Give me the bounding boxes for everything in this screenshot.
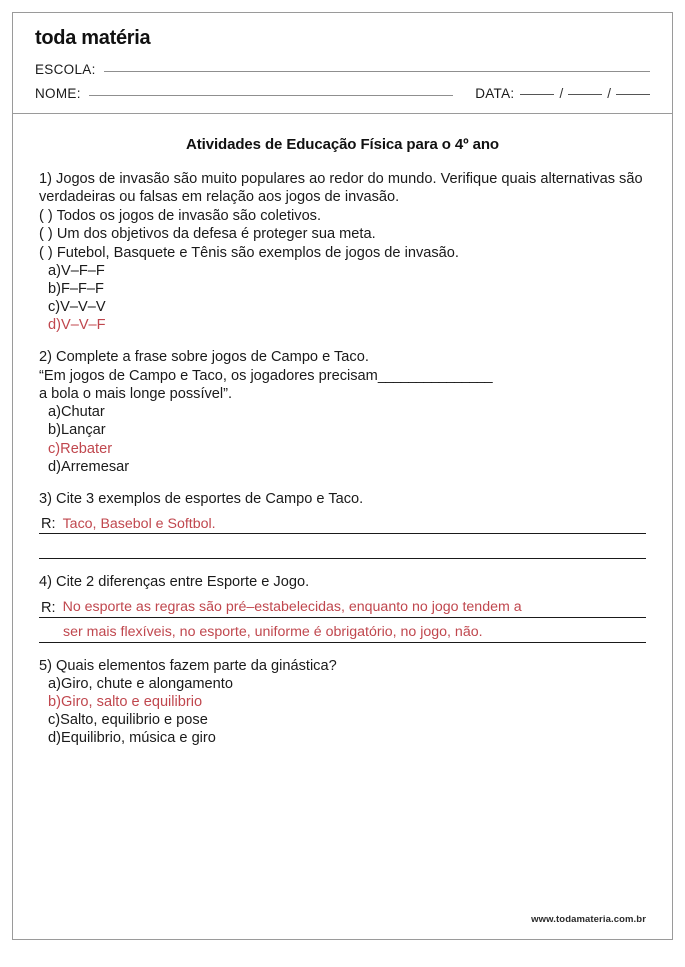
question-4-answer-block bbox=[39, 593, 646, 643]
question-2-fill-sentence bbox=[39, 367, 646, 385]
date-field-group bbox=[475, 86, 650, 101]
question-5-option-a[interactable]: a)Giro, chute e alongamento bbox=[48, 675, 233, 692]
question-5-option-b[interactable]: b)Giro, salto e equilibrio bbox=[48, 693, 203, 710]
question-2-fill-after: a bola o mais longe possível”. bbox=[39, 386, 233, 402]
question-4-prompt: 4) Cite 2 diferenças entre Esporte e Jogo. bbox=[39, 574, 310, 591]
question-3-answer-line-2[interactable] bbox=[39, 534, 646, 559]
question-1-option-c[interactable]: c)V–V–V bbox=[48, 299, 106, 316]
question-5 bbox=[39, 657, 646, 748]
question-1-statement-3: ( ) Futebol, Basquete e Tênis são exemplos de jogos de invasão. bbox=[39, 244, 459, 261]
question-2-blank[interactable]: _______________ bbox=[377, 367, 493, 384]
question-3-prompt: 3) Cite 3 exemplos de esportes de Campo e Taco. bbox=[39, 490, 364, 507]
question-3-answer-label: R: bbox=[41, 516, 56, 533]
question-1-prompt: 1) Jogos de invasão são muito populares ao redor do mundo. Verifique quais alternativas são verdadeiras ou falsas em relação aos jogos de invasão. bbox=[39, 171, 643, 206]
name-input-rule[interactable] bbox=[89, 95, 453, 96]
question-4-answer-line-2[interactable] bbox=[39, 618, 646, 643]
question-1-option-b[interactable]: b)F–F–F bbox=[48, 280, 104, 297]
date-separator-2: / bbox=[607, 86, 611, 101]
question-3-answer-text-2 bbox=[41, 557, 646, 558]
question-1-option-d[interactable]: d)V–V–F bbox=[48, 317, 106, 334]
question-2-option-a[interactable]: a)Chutar bbox=[48, 404, 105, 421]
question-3-answer-line-1[interactable] bbox=[39, 509, 646, 534]
question-3-answer-block bbox=[39, 509, 646, 559]
question-5-option-c[interactable]: c)Salto, equilibrio e pose bbox=[48, 712, 208, 729]
question-4-answer-label: R: bbox=[41, 599, 56, 616]
worksheet-content bbox=[13, 114, 672, 939]
question-4 bbox=[39, 573, 646, 642]
question-2 bbox=[39, 348, 646, 476]
date-day-blank[interactable] bbox=[520, 94, 554, 95]
question-2-option-b[interactable]: b)Lançar bbox=[48, 422, 106, 439]
worksheet-header bbox=[13, 13, 672, 114]
question-4-answer-line-1[interactable] bbox=[39, 593, 646, 618]
name-label: NOME: bbox=[35, 86, 81, 101]
question-2-fill-before: “Em jogos de Campo e Taco, os jogadores precisam bbox=[39, 367, 378, 384]
question-3-answer-text-1: Taco, Basebol e Softbol. bbox=[62, 515, 216, 532]
question-2-prompt: 2) Complete a frase sobre jogos de Campo e Taco. bbox=[39, 349, 369, 366]
question-2-option-c[interactable]: c)Rebater bbox=[48, 440, 113, 457]
brand-logo: toda matéria bbox=[35, 27, 151, 49]
question-3 bbox=[39, 490, 646, 559]
date-label: DATA: bbox=[475, 86, 515, 101]
school-label: ESCOLA: bbox=[35, 62, 96, 77]
page-title: Atividades de Educação Física para o 4º ano bbox=[186, 136, 499, 153]
school-field-row bbox=[35, 62, 650, 77]
question-1-option-a[interactable]: a)V–F–F bbox=[48, 262, 105, 279]
question-5-option-d[interactable]: d)Equilibrio, música e giro bbox=[48, 730, 216, 747]
question-4-answer-text-1: No esporte as regras são pré–estabelecidas, enquanto no jogo tendem a bbox=[62, 599, 522, 616]
name-date-field-row bbox=[35, 86, 650, 101]
worksheet-page bbox=[12, 12, 673, 940]
question-5-prompt: 5) Quais elementos fazem parte da ginástica? bbox=[39, 657, 337, 674]
question-1 bbox=[39, 170, 646, 334]
question-4-answer-text-2: ser mais flexíveis, no esporte, uniforme é obrigatório, no jogo, não. bbox=[63, 624, 483, 641]
question-1-statement-1: ( ) Todos os jogos de invasão são coletivos. bbox=[39, 207, 322, 224]
question-2-option-d[interactable]: d)Arremesar bbox=[48, 458, 130, 475]
question-1-statement-2: ( ) Um dos objetivos da defesa é proteger sua meta. bbox=[39, 226, 376, 243]
date-separator-1: / bbox=[559, 86, 564, 101]
date-year-blank[interactable] bbox=[616, 94, 650, 95]
date-month-blank[interactable] bbox=[568, 94, 602, 95]
school-input-rule[interactable] bbox=[104, 71, 650, 72]
footer-url: www.todamateria.com.br bbox=[531, 914, 646, 925]
